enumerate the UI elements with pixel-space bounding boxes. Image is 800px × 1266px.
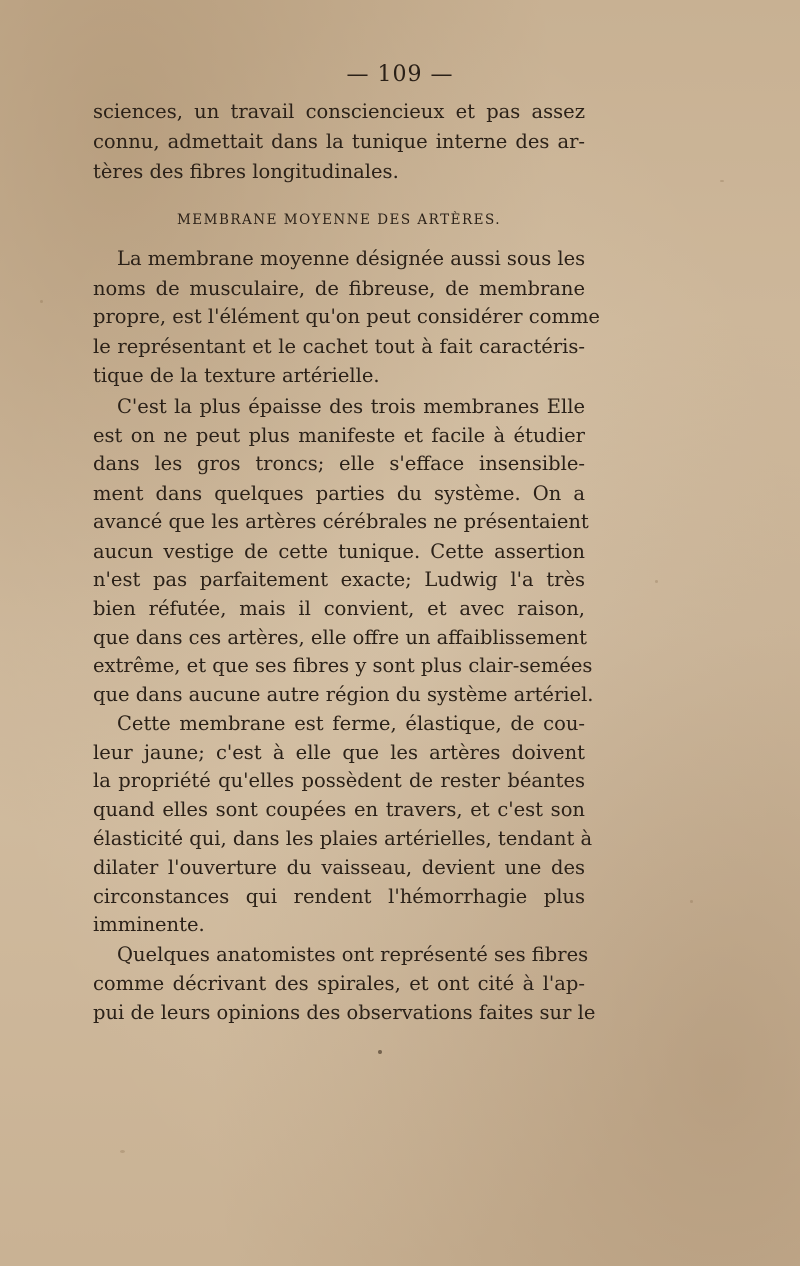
text-line: aucun vestige de cette tunique. Cette assertion bbox=[93, 540, 585, 563]
text-line: sciences, un travail consciencieux et pas assez bbox=[93, 100, 585, 123]
paper-speck bbox=[40, 300, 43, 303]
text-line: ment dans quelques parties du système. On a bbox=[93, 482, 585, 505]
text-line: C'est la plus épaisse des trois membranes Elle bbox=[117, 395, 585, 418]
text-line: Quelques anatomistes ont représenté ses fibres bbox=[117, 943, 589, 966]
paper-speck bbox=[655, 580, 658, 583]
text-line: la propriété qu'elles possèdent de rester béantes bbox=[93, 769, 585, 792]
text-line: tique de la texture artérielle. bbox=[93, 364, 380, 387]
text-line: extrême, et que ses fibres y sont plus clair-semées bbox=[93, 654, 593, 677]
text-line: est on ne peut plus manifeste et facile à étudier bbox=[93, 424, 585, 447]
text-line: leur jaune; c'est à elle que les artères doivent bbox=[93, 741, 585, 764]
page-number: — 109 — bbox=[346, 62, 454, 87]
text-line: n'est pas parfaitement exacte; Ludwig l'a très bbox=[93, 568, 585, 591]
text-line: avancé que les artères cérébrales ne présentaient bbox=[93, 510, 589, 533]
text-line: que dans ces artères, elle offre un affaiblissement bbox=[93, 626, 587, 649]
text-line: dans les gros troncs; elle s'efface insensible- bbox=[93, 452, 585, 475]
text-line: connu, admettait dans la tunique interne des ar- bbox=[93, 130, 585, 153]
section-heading: MEMBRANE MOYENNE DES ARTÈRES. bbox=[176, 212, 502, 228]
paper-speck bbox=[720, 180, 724, 182]
text-line: comme décrivant des spirales, et ont cité à l'ap- bbox=[93, 972, 585, 995]
text-line: propre, est l'élément qu'on peut considérer comme bbox=[93, 305, 600, 328]
text-line: élasticité qui, dans les plaies artérielles, tendant à bbox=[93, 827, 593, 850]
text-line: dilater l'ouverture du vaisseau, devient une des bbox=[93, 856, 585, 879]
text-line: circonstances qui rendent l'hémorrhagie plus bbox=[93, 885, 585, 908]
text-line: pui de leurs opinions des observations faites sur le bbox=[93, 1001, 596, 1024]
text-line: noms de musculaire, de fibreuse, de membrane bbox=[93, 277, 585, 300]
text-line: bien réfutée, mais il convient, et avec raison, bbox=[93, 597, 585, 620]
text-line: La membrane moyenne désignée aussi sous les bbox=[117, 247, 586, 270]
paper-speck bbox=[690, 900, 693, 903]
text-line: tères des fibres longitudinales. bbox=[93, 160, 399, 183]
ink-dot bbox=[378, 1050, 382, 1054]
paper-speck bbox=[120, 1150, 125, 1153]
text-line: le représentant et le cachet tout à fait caractéris- bbox=[93, 335, 585, 358]
text-line: quand elles sont coupées en travers, et c'est son bbox=[93, 798, 585, 821]
text-line: imminente. bbox=[93, 913, 205, 936]
text-line: Cette membrane est ferme, élastique, de cou- bbox=[117, 712, 585, 735]
text-line: que dans aucune autre région du système artériel. bbox=[93, 683, 594, 706]
